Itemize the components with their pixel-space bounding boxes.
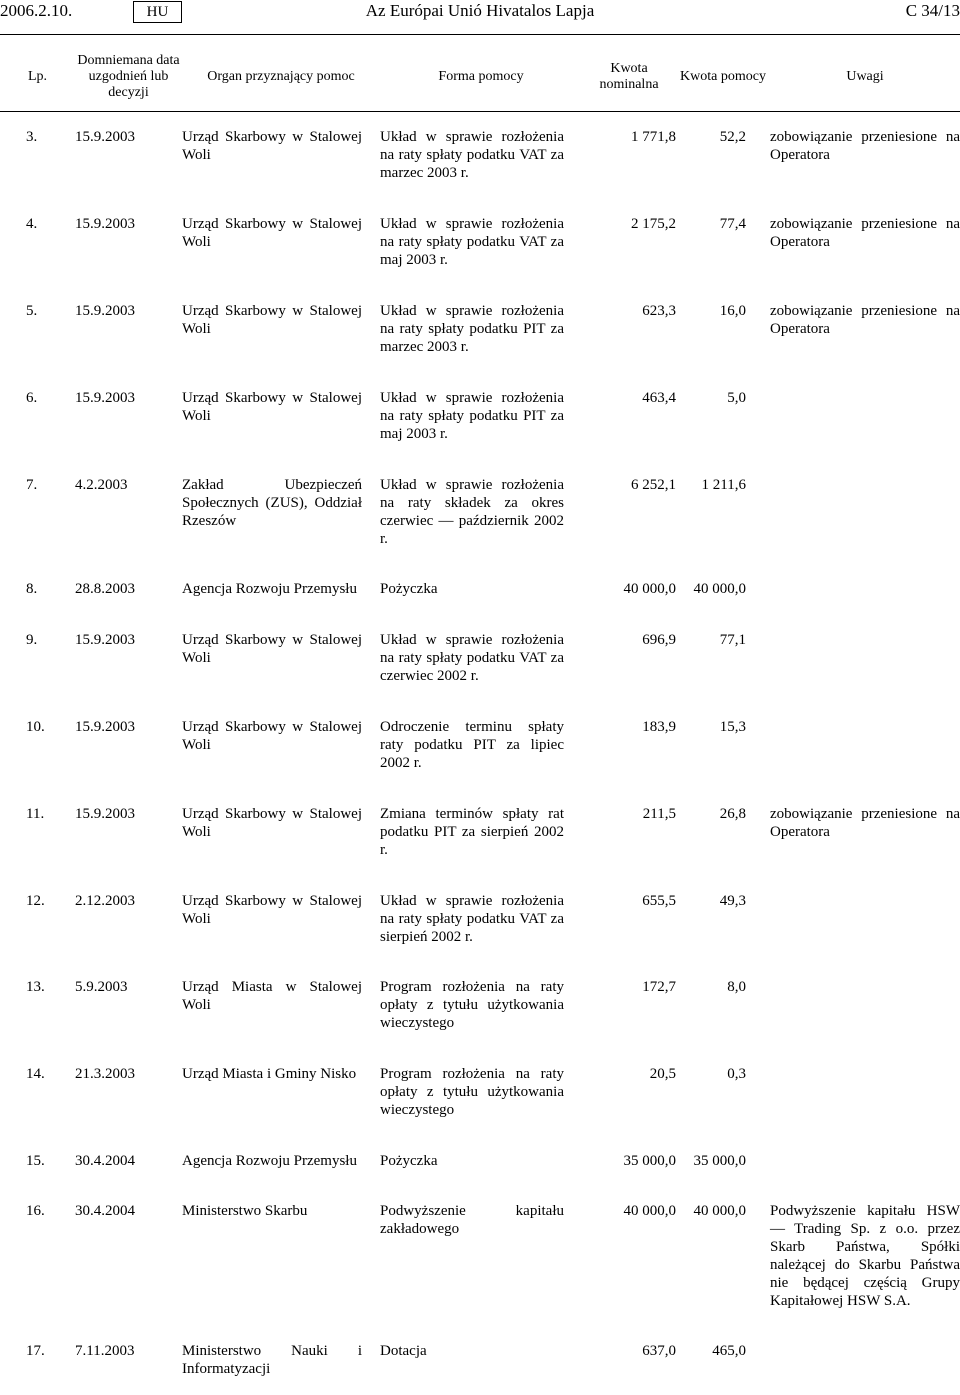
table-row <box>0 548 960 598</box>
row-date: 4.2.2003 <box>75 477 128 493</box>
row-lp: 10. <box>26 719 45 735</box>
row-lp: 17. <box>26 1343 45 1359</box>
row-nominal: 172,7 <box>642 979 676 995</box>
row-lp: 8. <box>26 581 38 597</box>
row-lp: 12. <box>26 893 45 909</box>
row-lp: 4. <box>26 216 38 232</box>
header-rule <box>0 34 960 35</box>
row-lp: 5. <box>26 303 38 319</box>
table-row <box>0 182 960 269</box>
journal-date: 2006.2.10. <box>0 1 73 20</box>
table-row <box>0 1032 960 1119</box>
row-aid: 5,0 <box>727 390 746 406</box>
row-lp: 13. <box>26 979 45 995</box>
row-form: Zmiana terminów spłaty rat podatku PIT za sierpień 2002 r. <box>380 806 564 858</box>
row-date: 15.9.2003 <box>75 303 135 319</box>
table-row <box>0 1310 960 1378</box>
row-remarks <box>770 356 960 443</box>
row-lp: 6. <box>26 390 38 406</box>
table-row <box>0 356 960 443</box>
row-aid: 8,0 <box>727 979 746 995</box>
row-remarks: zobowiązanie przeniesione na Operatora <box>770 216 960 250</box>
row-organ: Urząd Skarbowy w Stalowej Woli <box>182 632 362 666</box>
row-form: Program rozłożenia na raty opłaty z tytułu użytkowania wieczystego <box>380 979 564 1031</box>
language-badge: HU <box>133 1 182 23</box>
row-aid: 1 211,6 <box>701 477 746 493</box>
row-remarks <box>770 859 960 946</box>
table-row <box>0 112 960 182</box>
col-organ: Organ przyznający pomoc <box>207 69 355 84</box>
row-aid: 49,3 <box>719 893 746 909</box>
row-organ: Urząd Skarbowy w Stalowej Woli <box>182 719 362 753</box>
row-nominal: 211,5 <box>642 806 676 822</box>
row-organ: Ministerstwo Nauki i Informatyzacji <box>182 1343 362 1377</box>
row-nominal: 637,0 <box>642 1343 676 1359</box>
table-row <box>0 1170 960 1310</box>
row-lp: 9. <box>26 632 38 648</box>
row-form: Program rozłożenia na raty opłaty z tytułu użytkowania wieczystego <box>380 1066 564 1118</box>
row-lp: 7. <box>26 477 38 493</box>
table-row <box>0 772 960 859</box>
row-aid: 26,8 <box>719 806 746 822</box>
row-nominal: 35 000,0 <box>623 1153 676 1169</box>
row-date: 30.4.2004 <box>75 1203 135 1219</box>
row-aid: 40 000,0 <box>693 581 746 597</box>
row-date: 28.8.2003 <box>75 581 135 597</box>
row-nominal: 20,5 <box>649 1066 676 1082</box>
row-nominal: 623,3 <box>642 303 676 319</box>
row-remarks: Podwyższenie kapitału HSW — Trading Sp. z o.o. przez Skarb Państwa, Spółki należącej do Skarbu Państwa nie będącej częścią Grupy Kapitałowej HSW S.A. <box>770 1203 960 1309</box>
row-form: Pożyczka <box>380 581 438 597</box>
row-remarks <box>770 443 960 548</box>
row-aid: 77,1 <box>719 632 746 648</box>
row-aid: 77,4 <box>719 216 746 232</box>
col-aid: Kwota pomocy <box>680 69 766 84</box>
row-date: 15.9.2003 <box>75 806 135 822</box>
row-remarks <box>770 1032 960 1119</box>
row-form: Układ w sprawie rozłożenia na raty spłaty podatku PIT za maj 2003 r. <box>380 390 564 442</box>
journal-title: Az Európai Unió Hivatalos Lapja <box>365 1 595 20</box>
row-form: Układ w sprawie rozłożenia na raty składek za okres czerwiec — październik 2002 r. <box>380 477 564 547</box>
table-row <box>0 946 960 1032</box>
row-remarks: zobowiązanie przeniesione na Operatora <box>770 129 960 163</box>
row-nominal: 696,9 <box>642 632 676 648</box>
row-organ: Urząd Miasta i Gminy Nisko <box>182 1066 357 1082</box>
aid-table <box>0 53 960 1378</box>
row-organ: Urząd Skarbowy w Stalowej Woli <box>182 129 362 163</box>
row-form: Układ w sprawie rozłożenia na raty spłaty podatku VAT za sierpień 2002 r. <box>380 893 564 945</box>
table-row <box>0 598 960 685</box>
row-remarks: zobowiązanie przeniesione na Operatora <box>770 806 960 840</box>
row-form: Układ w sprawie rozłożenia na raty spłaty podatku VAT za marzec 2003 r. <box>380 129 564 181</box>
table-body <box>0 112 960 1378</box>
row-date: 15.9.2003 <box>75 216 135 232</box>
row-remarks: zobowiązanie przeniesione na Operatora <box>770 303 960 337</box>
table-row <box>0 269 960 356</box>
row-form: Podwyższenie kapitału zakładowego <box>380 1203 564 1237</box>
col-lp: Lp. <box>27 69 48 84</box>
row-nominal: 40 000,0 <box>623 1203 676 1219</box>
row-date: 15.9.2003 <box>75 632 135 648</box>
row-aid: 15,3 <box>719 719 746 735</box>
row-lp: 3. <box>26 129 38 145</box>
row-lp: 14. <box>26 1066 45 1082</box>
row-aid: 16,0 <box>719 303 746 319</box>
row-date: 15.9.2003 <box>75 129 135 145</box>
row-nominal: 40 000,0 <box>623 581 676 597</box>
row-remarks <box>770 1119 960 1170</box>
table-row <box>0 685 960 772</box>
col-remarks: Uwagi <box>846 69 884 84</box>
row-form: Układ w sprawie rozłożenia na raty spłaty podatku VAT za maj 2003 r. <box>380 216 564 268</box>
row-date: 15.9.2003 <box>75 719 135 735</box>
row-nominal: 463,4 <box>642 390 676 406</box>
row-organ: Urząd Skarbowy w Stalowej Woli <box>182 806 362 840</box>
row-organ: Urząd Skarbowy w Stalowej Woli <box>182 390 362 424</box>
row-remarks <box>770 598 960 685</box>
row-nominal: 2 175,2 <box>631 216 676 232</box>
row-date: 2.12.2003 <box>75 893 135 909</box>
table-row <box>0 1119 960 1170</box>
table-header-row <box>0 53 960 112</box>
page-number: C 34/13 <box>905 1 960 20</box>
row-date: 30.4.2004 <box>75 1153 135 1169</box>
row-form: Dotacja <box>380 1343 427 1359</box>
row-remarks <box>770 1310 960 1378</box>
col-form: Forma pomocy <box>438 69 524 84</box>
row-aid: 52,2 <box>719 129 746 145</box>
row-organ: Agencja Rozwoju Przemysłu <box>182 581 357 597</box>
row-form: Układ w sprawie rozłożenia na raty spłaty podatku VAT za czerwiec 2002 r. <box>380 632 564 684</box>
row-aid: 465,0 <box>712 1343 746 1359</box>
row-organ: Zakład Ubezpieczeń Społecznych (ZUS), Oddział Rzeszów <box>182 477 362 529</box>
row-form: Pożyczka <box>380 1153 438 1169</box>
col-date: Domniemana data uzgodnień lub decyzji <box>77 53 180 100</box>
row-date: 15.9.2003 <box>75 390 135 406</box>
row-date: 7.11.2003 <box>75 1343 135 1359</box>
journal-header <box>0 0 960 24</box>
row-nominal: 1 771,8 <box>631 129 676 145</box>
row-remarks <box>770 685 960 772</box>
row-form: Układ w sprawie rozłożenia na raty spłaty podatku PIT za marzec 2003 r. <box>380 303 564 355</box>
row-organ: Urząd Skarbowy w Stalowej Woli <box>182 303 362 337</box>
row-nominal: 183,9 <box>642 719 676 735</box>
row-lp: 11. <box>26 806 45 822</box>
row-nominal: 6 252,1 <box>631 477 676 493</box>
col-nominal: Kwota nominalna <box>599 61 659 92</box>
row-date: 5.9.2003 <box>75 979 128 995</box>
row-form: Odroczenie terminu spłaty raty podatku PIT za lipiec 2002 r. <box>380 719 564 771</box>
row-lp: 16. <box>26 1203 45 1219</box>
table-row <box>0 443 960 548</box>
row-date: 21.3.2003 <box>75 1066 135 1082</box>
row-lp: 15. <box>26 1153 45 1169</box>
row-organ: Agencja Rozwoju Przemysłu <box>182 1153 357 1169</box>
row-organ: Urząd Skarbowy w Stalowej Woli <box>182 216 362 250</box>
row-remarks <box>770 946 960 1032</box>
row-aid: 35 000,0 <box>693 1153 746 1169</box>
row-aid: 40 000,0 <box>693 1203 746 1219</box>
row-nominal: 655,5 <box>642 893 676 909</box>
row-organ: Urząd Miasta w Stalowej Woli <box>182 979 362 1013</box>
row-organ: Ministerstwo Skarbu <box>182 1203 308 1219</box>
row-organ: Urząd Skarbowy w Stalowej Woli <box>182 893 362 927</box>
row-aid: 0,3 <box>727 1066 746 1082</box>
row-remarks <box>770 548 960 598</box>
table-row <box>0 859 960 946</box>
